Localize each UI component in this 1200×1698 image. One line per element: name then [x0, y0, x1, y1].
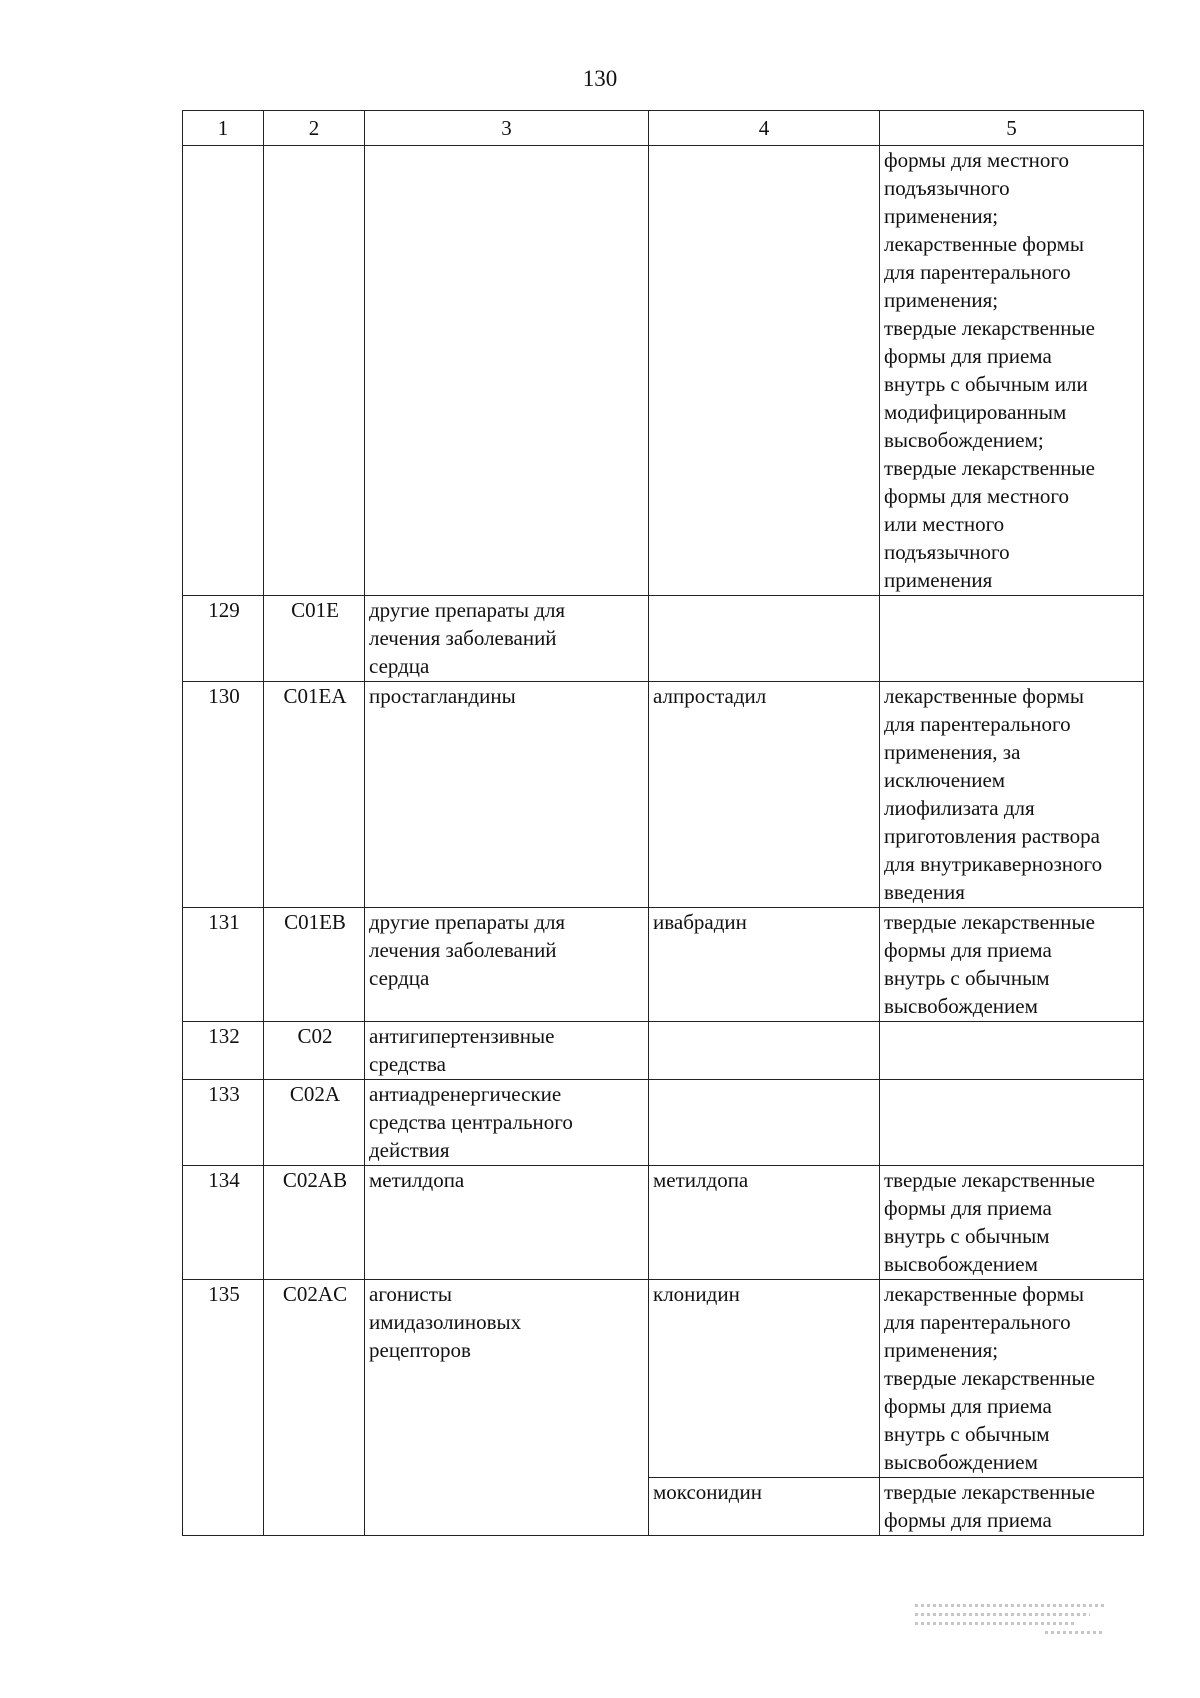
- group-cell: другие препараты для лечения заболеваний сердца: [365, 596, 649, 682]
- group-cell: [365, 146, 649, 596]
- row-number-cell: 134: [183, 1166, 264, 1280]
- col-header-3: 3: [365, 111, 649, 146]
- atc-code-cell: C01EB: [264, 908, 365, 1022]
- atc-code-cell: C01E: [264, 596, 365, 682]
- row-number-cell: 130: [183, 682, 264, 908]
- group-cell: антиадренергические средства центрального действия: [365, 1080, 649, 1166]
- table-row: [183, 682, 1144, 908]
- dosage-forms-cell: [880, 596, 1144, 682]
- atc-code-cell: C01EA: [264, 682, 365, 908]
- drug-cell: метилдопа: [649, 1166, 880, 1280]
- col-header-1: 1: [183, 111, 264, 146]
- dosage-forms-cell: твердые лекарственные формы для приема внутрь с обычным высвобождением: [880, 908, 1144, 1022]
- row-number-cell: [183, 146, 264, 596]
- table-row: [183, 1166, 1144, 1280]
- atc-code-cell: C02AC: [264, 1280, 365, 1536]
- atc-code-cell: [264, 146, 365, 596]
- col-header-2: 2: [264, 111, 365, 146]
- dosage-forms-cell: [880, 1022, 1144, 1080]
- row-number-cell: 133: [183, 1080, 264, 1166]
- row-number-cell: 132: [183, 1022, 264, 1080]
- group-cell: другие препараты для лечения заболеваний сердца: [365, 908, 649, 1022]
- table-row: [183, 1280, 1144, 1478]
- atc-code-cell: C02AB: [264, 1166, 365, 1280]
- faint-stamp-mark: [915, 1598, 1115, 1668]
- table-row-continuation: [183, 146, 1144, 596]
- row-number-cell: 135: [183, 1280, 264, 1536]
- row-number-cell: 129: [183, 596, 264, 682]
- table-row: [183, 1080, 1144, 1166]
- table-row: [183, 908, 1144, 1022]
- group-cell: агонисты имидазолиновых рецепторов: [365, 1280, 649, 1536]
- dosage-forms-cell: твердые лекарственные формы для приема внутрь с обычным высвобождением: [880, 1166, 1144, 1280]
- atc-code-cell: C02A: [264, 1080, 365, 1166]
- table-row: [183, 596, 1144, 682]
- drug-cell: моксонидин: [649, 1478, 880, 1536]
- header-row: [183, 111, 1144, 146]
- drug-cell: [649, 146, 880, 596]
- dosage-forms-cell: формы для местного подъязычного применения; лекарственные формы для парентерального применения; твердые лекарственные формы для приема внутрь с обычным или модифицированным высвобождением; твердые лекарственные формы для местного или местного подъязычного применения: [880, 146, 1144, 596]
- drug-cell: [649, 1080, 880, 1166]
- drug-cell: алпростадил: [649, 682, 880, 908]
- col-header-4: 4: [649, 111, 880, 146]
- col-header-5: 5: [880, 111, 1144, 146]
- drug-cell: [649, 596, 880, 682]
- group-cell: простагландины: [365, 682, 649, 908]
- row-number-cell: 131: [183, 908, 264, 1022]
- drug-cell: [649, 1022, 880, 1080]
- page-number: 130: [582, 66, 618, 91]
- medicines-table: [182, 110, 1144, 1536]
- table-row: [183, 1022, 1144, 1080]
- dosage-forms-cell: лекарственные формы для парентерального применения; твердые лекарственные формы для приема внутрь с обычным высвобождением: [880, 1280, 1144, 1478]
- group-cell: антигипертензивные средства: [365, 1022, 649, 1080]
- dosage-forms-cell: твердые лекарственные формы для приема: [880, 1478, 1144, 1536]
- dosage-forms-cell: лекарственные формы для парентерального применения, за исключением лиофилизата для приготовления раствора для внутрикавернозного введения: [880, 682, 1144, 908]
- group-cell: метилдопа: [365, 1166, 649, 1280]
- atc-code-cell: C02: [264, 1022, 365, 1080]
- drug-cell: клонидин: [649, 1280, 880, 1478]
- dosage-forms-cell: [880, 1080, 1144, 1166]
- drug-cell: ивабрадин: [649, 908, 880, 1022]
